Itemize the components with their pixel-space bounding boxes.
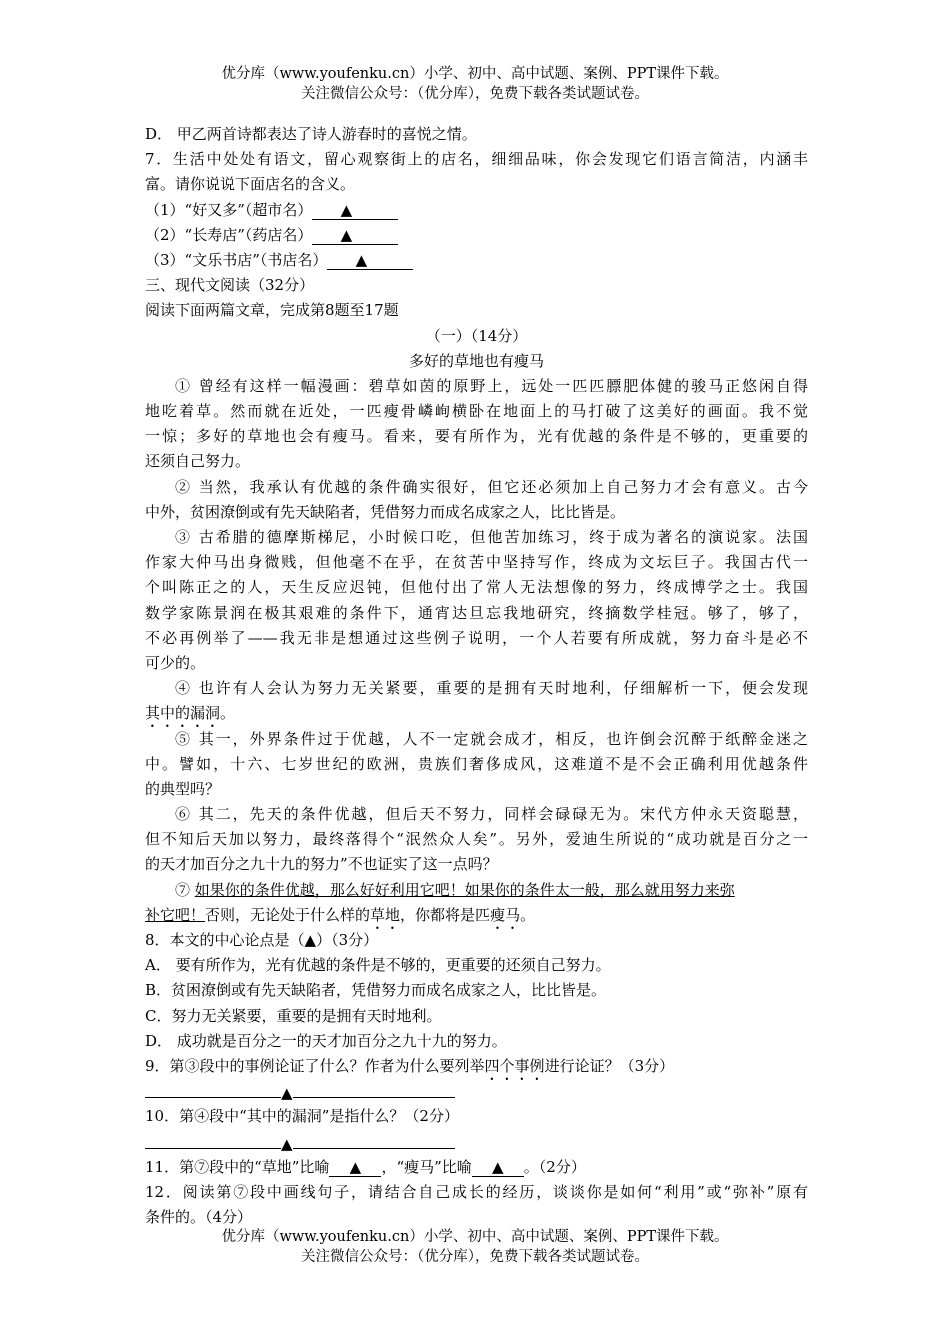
article-p1-line-3: 一惊；多好的草地也会有瘦马。看来，要有所作为，光有优越的条件是不够的，更重要的 — [145, 427, 808, 446]
q7-item-2-answer-blank[interactable] — [312, 226, 398, 245]
q8-option-c[interactable]: C．努力无关紧要，重要的是拥有天时地利。 — [145, 1006, 442, 1025]
answer-marker: ▲ — [281, 1084, 293, 1103]
article-p7-line-2 — [145, 903, 808, 928]
article-p5-line-1: ⑤ 其一，外界条件过于优越，人不一定就会成才，相反，也许倒会沉醉于纸醉金迷之 — [175, 729, 808, 748]
article-p6-line-2: 但不知后天加以努力，最终落得个“泯然众人矣”。另外，爱迪生所说的“成功就是百分之一 — [145, 830, 808, 849]
article-p3-line-5: 不必再例举了——我无非是想通过这些例子说明，一个人若要有所成就，努力奋斗是必不 — [145, 628, 808, 647]
article-p4-line-2 — [145, 701, 808, 726]
q10-answer-line[interactable] — [145, 1130, 808, 1155]
article-p1-line-1: ① 曾经有这样一幅漫画：碧草如茵的原野上，远处一匹匹膘肥体健的骏马正悠闲自得 — [175, 376, 808, 395]
q10-blank-right[interactable] — [293, 1130, 455, 1149]
q6-option-d: D． 甲乙两首诗都表达了诗人游春时的喜悦之情。 — [145, 125, 477, 143]
dotted-phrase-four-examples: 四个事例 — [484, 1056, 545, 1075]
part-label: （一）（14分） — [425, 326, 528, 345]
q11-stem — [145, 1155, 808, 1180]
article-p7-line-1 — [145, 878, 808, 903]
answer-marker: ▲ — [355, 250, 368, 269]
q11-stem-c: 。（2分） — [523, 1157, 586, 1176]
dotted-word-thin-horse: 瘦马 — [490, 905, 521, 924]
dotted-phrase-loophole: 其中的漏洞 — [145, 704, 221, 723]
q7-stem-line-1: 7．生活中处处有语文，留心观察街上的店名，细细品味，你会发现它们语言简洁，内涵丰 — [145, 150, 808, 169]
q9-stem — [145, 1054, 808, 1079]
article-p2-line-1: ② 当然，我承认有优越的条件确实很好，但它还必须加上自己努力才会有意义。古今 — [175, 477, 808, 496]
article-p3-line-1: ③ 古希腊的德摩斯梯尼，小时候口吃，但他苦加练习，终于成为著名的演说家。法国 — [175, 528, 808, 546]
page-footer — [0, 1227, 950, 1267]
header-line-1: 优分库（www.youfenku.cn）小学、初中、高中试题、案例、PPT课件下载。 — [221, 66, 729, 82]
footer-line-2: 关注微信公众号：（优分库），免费下载各类试题试卷。 — [301, 1249, 649, 1265]
q7-item-2-text: （2）“长寿店”（药店名） — [145, 225, 313, 244]
article-p5-line-3: 的典型吗？ — [145, 779, 221, 798]
article-p2-line-2: 中外，贫困潦倒或有先天缺陷者，凭借努力而成名成家之人，比比皆是。 — [145, 502, 626, 521]
q10-blank-left[interactable] — [145, 1130, 281, 1149]
underlined-sentence-part-1: 如果你的条件优越，那么好好利用它吧！如果你的条件太一般，那么就用努力来弥 — [194, 880, 735, 899]
answer-marker: ▲ — [340, 225, 353, 244]
q9-stem-a: 9．第③段中的事例论证了什么？作者为什么要列举 — [145, 1056, 485, 1075]
article-p3-line-6: 可少的。 — [145, 653, 206, 672]
p7-rest-a: 否则，无论处于什么样的 — [205, 905, 371, 924]
q7-item-1-text: （1）“好又多”（超市名） — [145, 200, 313, 219]
q12-stem-line-2: 条件的。（4分） — [145, 1208, 253, 1227]
q7-item-3 — [145, 248, 808, 273]
q7-item-3-text: （3）“文乐书店”（书店名） — [145, 250, 328, 269]
p7-rest-c: 。 — [520, 905, 536, 924]
q10-stem: 10．第④段中“其中的漏洞”是指什么？（2分） — [145, 1107, 459, 1126]
article-title: 多好的草地也有瘦马 — [408, 351, 544, 370]
article-p6-line-1: ⑥ 其二，先天的条件优越，但后天不努力，同样会碌碌无为。宋代方仲永天资聪慧， — [175, 805, 808, 824]
answer-marker: ▲ — [349, 1157, 362, 1176]
q12-stem-line-1: 12．阅读第⑦段中画线句子，请结合自己成长的经历，谈谈你是如何“利用”或“弥补”原有 — [145, 1182, 808, 1201]
p7-number: ⑦ — [175, 880, 195, 899]
q8-option-b[interactable]: B．贫困潦倒或有先天缺陷者，凭借努力而成名成家之人，比比皆是。 — [145, 981, 607, 1000]
q7-item-1 — [145, 198, 808, 223]
exam-content — [145, 122, 808, 1230]
answer-marker: ▲ — [492, 1157, 504, 1176]
article-p3-line-3: 个叫陈正之的人，天生反应迟钝，但他付出了常人无法想像的努力，终成博学之士。我国 — [145, 578, 808, 597]
p4-period: 。 — [220, 704, 236, 723]
q7-item-2 — [145, 223, 808, 248]
dotted-word-grassland: 草地 — [370, 905, 401, 924]
article-p6-line-3: 的天才加百分之九十九的努力”不也证实了这一点吗？ — [145, 855, 498, 874]
answer-marker: ▲ — [340, 200, 353, 219]
q7-item-1-answer-blank[interactable] — [312, 201, 398, 220]
section-3-title: 三、现代文阅读（32分） — [145, 276, 315, 295]
header-line-2: 关注微信公众号：（优分库），免费下载各类试题试卷。 — [301, 86, 649, 102]
q9-blank-right[interactable] — [293, 1079, 455, 1098]
q7-item-3-answer-blank[interactable] — [327, 251, 413, 270]
q8-option-a[interactable]: A． 要有所作为，光有优越的条件是不够的，更重要的还须自己努力。 — [145, 956, 611, 975]
q9-answer-line[interactable] — [145, 1079, 808, 1104]
section-3-instruction: 阅读下面两篇文章，完成第8题至17题 — [145, 301, 399, 320]
article-p3-line-4: 数学家陈景润在极其艰难的条件下，通宵达旦忘我地研究，终摘数学桂冠。够了，够了， — [145, 603, 808, 622]
article-p5-line-2: 中。譬如，十六、七岁世纪的欧洲，贵族们奢侈成风，这难道不是不会正确利用优越条件 — [145, 754, 808, 773]
p7-rest-b: ，你都将是匹 — [400, 905, 491, 924]
article-p1-line-4: 还须自己努力。 — [145, 452, 251, 471]
q9-blank-left[interactable] — [145, 1079, 281, 1098]
q9-stem-b: 进行论证？（3分） — [544, 1056, 675, 1075]
footer-line-1: 优分库（www.youfenku.cn）小学、初中、高中试题、案例、PPT课件下载。 — [221, 1229, 729, 1245]
underlined-sentence-part-2: 补它吧！ — [145, 905, 206, 924]
q11-blank-grassland[interactable] — [329, 1158, 381, 1177]
article-p1-line-2: 地吃着草。然而就在近处，一匹瘦骨嶙峋横卧在地面上的马打破了这美好的画面。我不觉 — [145, 402, 808, 421]
q11-blank-thin-horse[interactable] — [472, 1158, 524, 1177]
q7-stem-line-2: 富。请你说说下面店名的含义。 — [145, 175, 356, 194]
article-p4-line-1: ④ 也许有人会认为努力无关紧要，重要的是拥有天时地利，仔细解析一下，便会发现 — [175, 679, 808, 698]
q8-option-d[interactable]: D． 成功就是百分之一的天才加百分之九十九的努力。 — [145, 1031, 507, 1050]
q11-stem-a: 11．第⑦段中的“草地”比喻 — [145, 1157, 330, 1176]
article-p3-line-2: 作家大仲马出身微贱，但他毫不在乎，在贫苦中坚持写作，终成为文坛巨子。我国古代一 — [145, 553, 808, 572]
q8-stem: 8．本文的中心论点是（▲）（3分） — [145, 931, 379, 949]
answer-marker: ▲ — [281, 1134, 293, 1153]
page-header — [0, 64, 950, 104]
q11-stem-b: ，“瘦马”比喻 — [381, 1157, 472, 1176]
